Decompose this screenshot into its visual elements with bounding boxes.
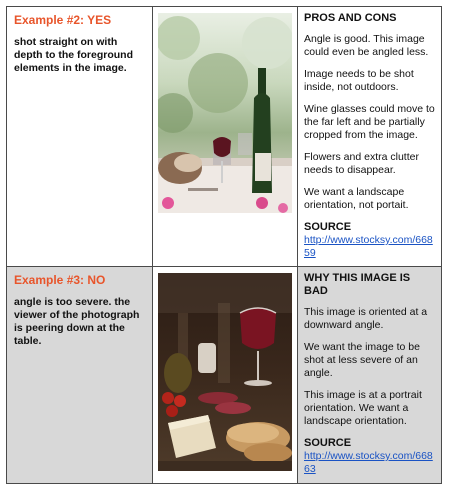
pros-cons-point: Wine glasses could move to the far left and be partially cropped from the image. [304,103,435,141]
pros-cons-point: Image needs to be shot inside, not outdoors. [304,68,414,93]
source-label: SOURCE [304,437,352,449]
wine-table-photo [158,273,292,471]
wine-table-photo-art [158,273,292,471]
pros-cons-point: We want a landscape orientation, not portait. [304,186,409,211]
example-3-label-cell [7,267,153,484]
why-bad-point: This image is at a portrait orientation. We want a landscape orientation. [304,389,422,427]
why-bad-point: We want the image to be shot at less severe of an angle. [304,341,420,379]
source-link[interactable]: http://www.stocksy.com/66863 [304,450,433,475]
wine-outdoor-photo [158,13,292,213]
wine-outdoor-photo-art [158,13,292,213]
why-bad-cell [298,267,442,484]
example-2-row [7,7,442,267]
example-3-row [7,267,442,484]
example-3-image-cell [153,267,298,484]
example-2-description: shot straight on with depth to the foreground elements in the image. [14,36,133,74]
example-2-image-cell [153,7,298,267]
why-bad-point: This image is oriented at a downward angle. [304,306,428,331]
example-3-description: angle is too severe. the viewer of the photograph is peering down at the table. [14,296,140,347]
example-2-heading: Example #2: YES [14,13,112,27]
comparison-table [6,6,442,484]
example-2-label-cell [7,7,153,267]
pros-cons-cell [298,7,442,267]
pros-cons-point: Angle is good. This image could even be angled less. [304,33,429,58]
pros-cons-title: PROS AND CONS [304,12,397,24]
source-link[interactable]: http://www.stocksy.com/66859 [304,234,433,259]
example-3-heading: Example #3: NO [14,273,106,287]
why-bad-title: WHY THIS IMAGE IS BAD [304,272,411,297]
source-label: SOURCE [304,221,352,233]
pros-cons-point: Flowers and extra clutter needs to disappear. [304,151,419,176]
